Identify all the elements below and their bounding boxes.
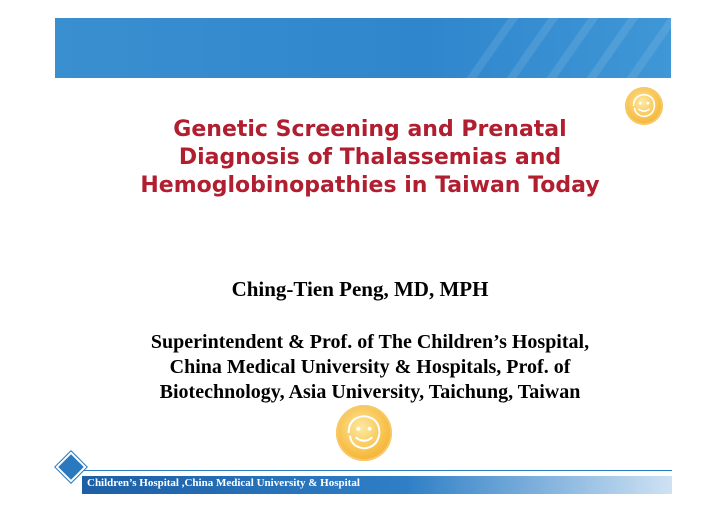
diamond-icon bbox=[58, 454, 83, 479]
author-affiliation bbox=[70, 330, 670, 405]
affiliation-line: Superintendent & Prof. of The Children’s Hospital, bbox=[150, 331, 590, 353]
author-name: Ching-Tien Peng, MD, MPH bbox=[231, 277, 489, 301]
slide-title bbox=[80, 116, 660, 200]
title-line: Hemoglobinopathies in Taiwan Today bbox=[140, 173, 600, 198]
top-banner bbox=[55, 18, 671, 78]
footer-divider bbox=[72, 470, 672, 471]
title-line: Genetic Screening and Prenatal bbox=[173, 117, 567, 142]
smiling-sun-logo-icon bbox=[336, 405, 392, 461]
title-line: Diagnosis of Thalassemias and bbox=[178, 145, 562, 170]
affiliation-line: Biotechnology, Asia University, Taichung, Taiwan bbox=[159, 381, 581, 403]
footer-text: Children’s Hospital ,China Medical University & Hospital bbox=[87, 477, 360, 489]
affiliation-line: China Medical University & Hospitals, Prof. of bbox=[169, 356, 571, 378]
